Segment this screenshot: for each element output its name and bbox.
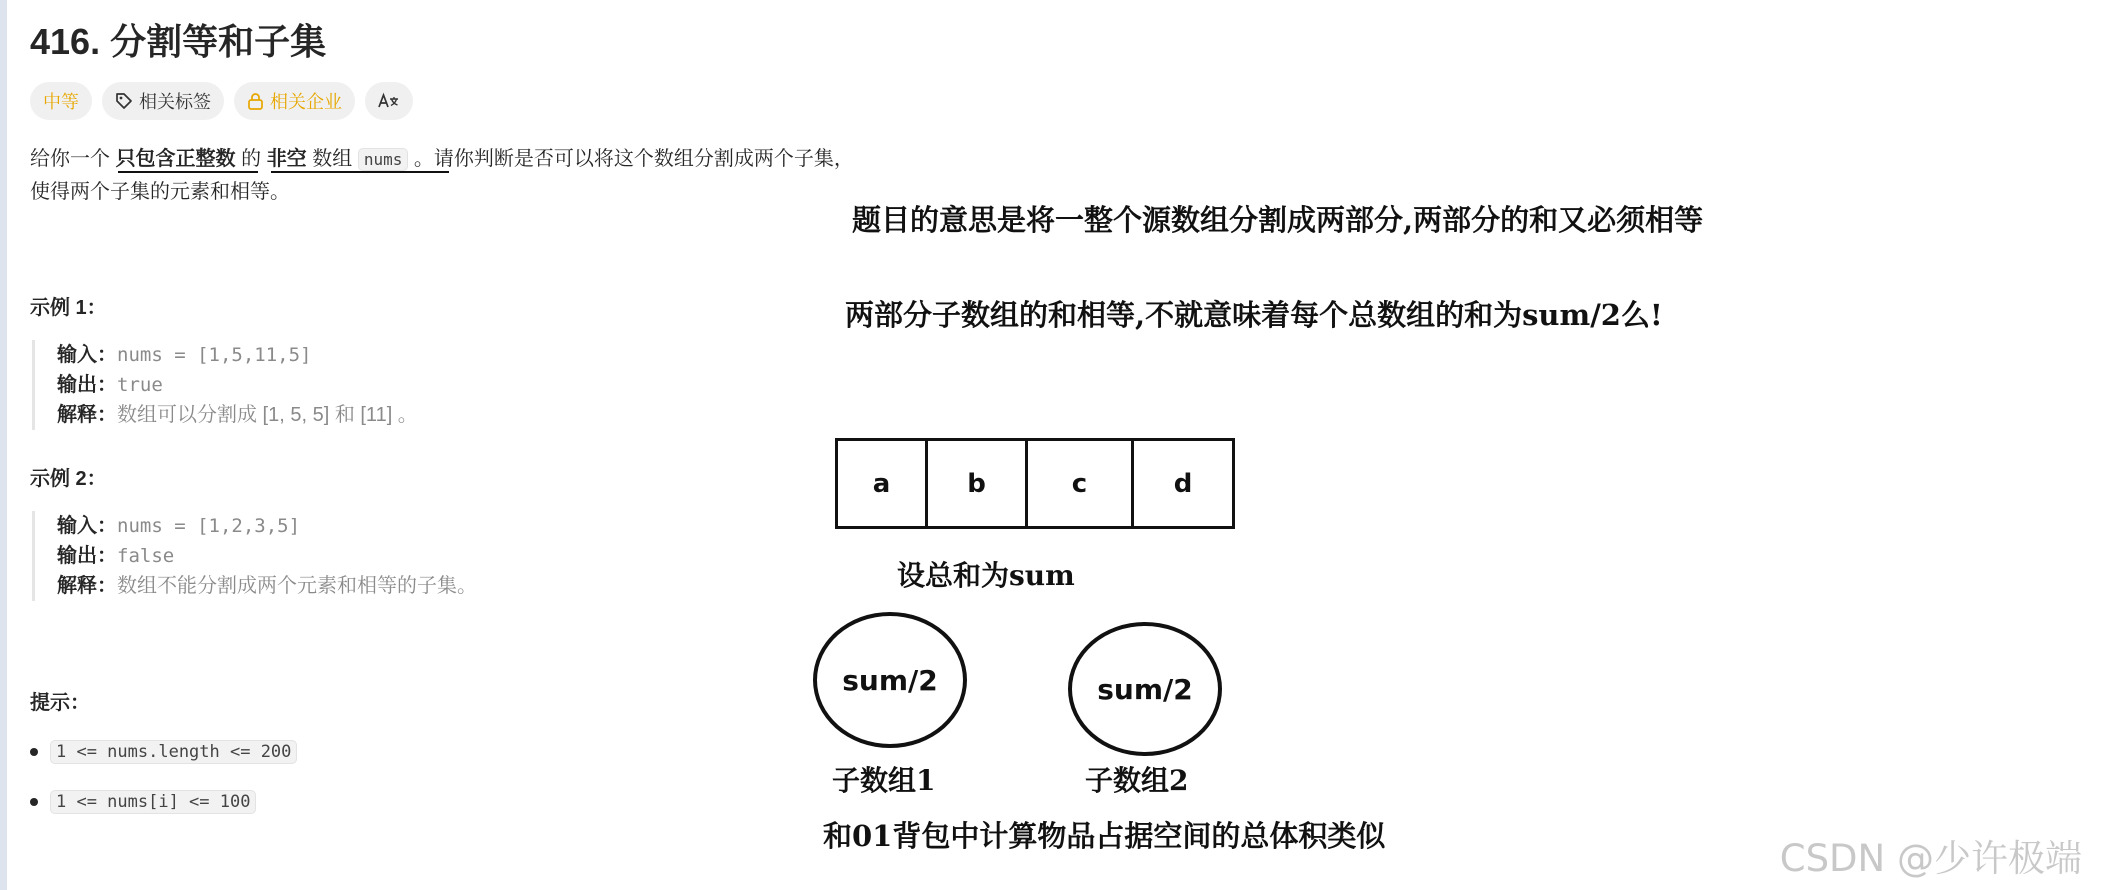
example-2-input: nums = [1,2,3,5] xyxy=(117,515,301,537)
subset-circle-1: sum/2 xyxy=(813,612,967,748)
example-2-title: 示例 2： xyxy=(30,468,107,490)
bullet xyxy=(30,798,38,806)
annotation-line-1: 题目的意思是将一整个源数组分割成两部分,两部分的和又必须相等 xyxy=(852,203,1704,237)
subarray-2-label: 子数组2 xyxy=(1085,764,1189,797)
hint-item xyxy=(30,740,297,764)
array-cell: c xyxy=(1028,441,1134,526)
csdn-watermark: CSDN @少许极端 xyxy=(1779,837,2082,880)
underline-non-empty-array xyxy=(271,171,449,173)
hint-constraint-2: 1 <= nums[i] <= 100 xyxy=(50,790,256,814)
problem-title: 416. 分割等和子集 xyxy=(30,21,327,62)
annotation-line-2: 两部分子数组的和相等,不就意味着每个总数组的和为sum/2么! xyxy=(845,298,1663,332)
example-2-output: false xyxy=(117,545,175,567)
example-1-block: 输入：nums = [1,5,11,5] 输出：true 解释：数组可以分割成 [1, 5, 5] 和 [11] 。 xyxy=(32,340,418,430)
array-cell: d xyxy=(1173,468,1193,499)
emphasis-non-empty: 非空 xyxy=(266,148,307,170)
example-2-explanation: 数组不能分割成两个元素和相等的子集。 xyxy=(117,575,477,597)
subset-circle-2: sum/2 xyxy=(1068,622,1222,756)
array-cells xyxy=(835,438,1235,529)
knapsack-note: 和01背包中计算物品占据空间的总体积类似 xyxy=(823,819,1386,853)
nums-code: nums xyxy=(358,148,409,171)
subarray-1-label: 子数组1 xyxy=(832,764,936,797)
bullet xyxy=(30,748,38,756)
example-1-title: 示例 1： xyxy=(30,297,107,319)
sum-label: 设总和为sum xyxy=(897,559,1075,592)
emphasis-positive-integers: 只包含正整数 xyxy=(115,148,236,170)
related-tags-label: 相关标签 xyxy=(139,92,211,112)
example-2-block: 输入：nums = [1,2,3,5] 输出：false 解释：数组不能分割成两个元素和相等的子集。 xyxy=(32,511,477,601)
problem-description: 给你一个 只包含正整数 的 非空 数组 nums 。请你判断是否可以将这个数组分割成两个子集，使得两个子集的元素和相等。 xyxy=(30,148,854,203)
left-rail xyxy=(0,0,7,890)
example-1-input: nums = [1,5,11,5] xyxy=(117,344,312,366)
example-1-output: true xyxy=(117,374,163,396)
translate-button[interactable] xyxy=(365,82,413,120)
tag-icon xyxy=(115,92,133,110)
lock-icon xyxy=(247,92,264,110)
example-1-explanation: 数组可以分割成 [1, 5, 5] 和 [11] 。 xyxy=(117,404,418,426)
tag-bar xyxy=(30,82,413,120)
related-companies-button[interactable] xyxy=(234,82,355,120)
difficulty-label: 中等 xyxy=(43,92,79,112)
hint-constraint-1: 1 <= nums.length <= 200 xyxy=(50,740,297,764)
translate-icon xyxy=(378,92,400,110)
related-tags-button[interactable] xyxy=(102,82,224,120)
underline-positive-integers xyxy=(118,171,258,173)
array-cell: b xyxy=(928,441,1028,526)
related-companies-label: 相关企业 xyxy=(270,92,342,112)
hints-title: 提示： xyxy=(30,692,90,714)
hint-item xyxy=(30,790,256,814)
difficulty-badge[interactable] xyxy=(30,82,92,120)
array-cell: a xyxy=(838,441,928,526)
